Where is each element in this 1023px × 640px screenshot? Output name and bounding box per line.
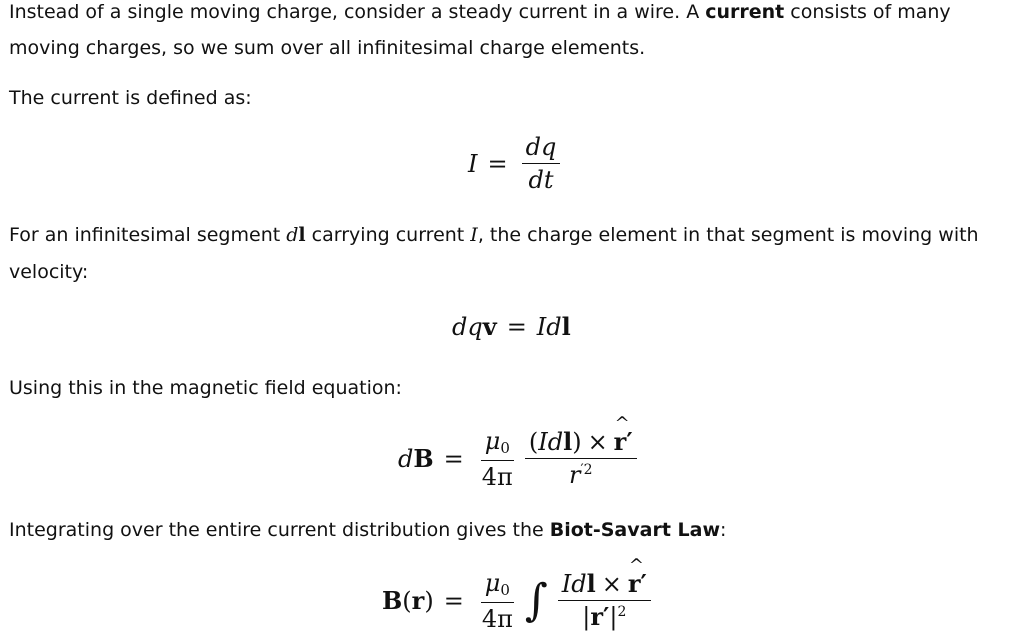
eq4-rhat [627, 555, 644, 599]
eq4-denominator [578, 601, 630, 630]
eq3-I: I [538, 428, 548, 457]
eq3-rhat [613, 413, 630, 457]
eq4-times: × [601, 570, 622, 599]
eq4-bar-open: | [582, 603, 591, 632]
eq3-r: r [613, 427, 627, 457]
eq4-equals: = [443, 586, 464, 615]
segment-line-2: velocity: [9, 261, 89, 283]
eq3-constant-fraction [478, 428, 517, 490]
current-definition-intro: The current is defined as: [9, 87, 252, 109]
eq3-equals: = [443, 444, 464, 473]
intro-text-post: consists of many [784, 1, 951, 23]
eq4-mu0 [481, 570, 514, 603]
eq4-integral-sign: ∫ [524, 574, 548, 626]
eq4-den-prime: ′ [603, 602, 610, 632]
eq4-num-prime: ′ [640, 569, 647, 599]
eq4-B: B [382, 586, 403, 616]
biot-savart-intro [9, 512, 726, 548]
eq4-hat: ^ [628, 555, 644, 577]
equation-current-definition [468, 134, 564, 194]
eq4-mu-sub: 0 [500, 581, 510, 599]
inline-dl-d: d [286, 224, 299, 246]
eq1-denominator: dt [528, 166, 554, 195]
segment-text-a: For an infinitesimal segment [9, 224, 287, 246]
eq3-numerator [525, 413, 637, 459]
segment-line-1 [9, 217, 979, 253]
eq4-den-sup: 2 [617, 604, 627, 621]
intro-text-pre: Instead of a single moving charge, consider a steady current in a wire. A [9, 1, 706, 23]
eq4-main-fraction [558, 555, 651, 632]
inline-dl [286, 224, 305, 246]
eq3-main-fraction [525, 413, 637, 490]
eq1-numerator: dq [522, 134, 561, 164]
eq3-d: d [398, 444, 414, 473]
eq3-hat: ^ [614, 413, 630, 435]
inline-I: I [470, 224, 478, 246]
eq4-bar-close: | [609, 603, 618, 632]
eq2-I: I [536, 312, 547, 341]
segment-text-c: , the charge element in that segment is moving with [477, 224, 979, 246]
eq4-den-r: r [590, 602, 604, 632]
eq4-r: r [411, 586, 425, 616]
biot-savart-text-post: : [720, 519, 727, 541]
eq4-num-l: l [586, 569, 596, 599]
equation-charge-velocity [452, 312, 571, 341]
eq3-den-sup: ′2 [580, 462, 593, 479]
biot-savart-text-pre: Integrating over the entire current distribution gives the [9, 519, 550, 541]
eq3-num-d: d [547, 428, 564, 457]
eq3-B: B [413, 444, 434, 474]
eq4-I: I [561, 570, 572, 599]
current-term: current [705, 1, 785, 23]
equation-biot-savart [382, 555, 655, 633]
eq4-paren-open: ( [402, 586, 412, 615]
eq2-v: v [482, 312, 497, 341]
intro-line-1 [9, 0, 951, 30]
eq2-d: d [546, 312, 562, 341]
eq4-numerator [558, 555, 651, 601]
eq4-mu: μ [484, 569, 501, 597]
inline-dl-l: l [298, 224, 306, 246]
eq3-mu: μ [484, 427, 501, 455]
equation-dB [398, 413, 641, 491]
eq3-paren-open: ( [528, 428, 539, 457]
eq2-equals: = [506, 312, 527, 341]
eq3-den-r: r [568, 461, 581, 490]
eq1-equals: = [487, 149, 508, 178]
eq3-times: × [587, 428, 608, 457]
eq3-mu0 [481, 428, 514, 461]
eq3-mu-sub: 0 [500, 439, 510, 457]
intro-line-2: moving charges, so we sum over all infinitesimal charge elements. [9, 37, 646, 59]
eq1-lhs: I [468, 149, 478, 178]
eq3-paren-close: ) [572, 428, 582, 457]
eq4-constant-fraction [478, 570, 517, 632]
eq3-denominator [565, 459, 597, 488]
segment-text-b: carrying current [305, 224, 471, 246]
eq1-fraction [522, 134, 561, 194]
eq2-l: l [561, 312, 571, 341]
eq3-4pi: 4π [481, 462, 513, 491]
eq4-paren-close: ) [424, 586, 434, 615]
eq3-num-l: l [563, 427, 573, 457]
eq4-num-r: r [627, 569, 641, 599]
eq3-prime: ′ [626, 427, 633, 457]
magnetic-field-intro: Using this in the magnetic field equation: [9, 377, 402, 399]
biot-savart-term: Biot-Savart Law [549, 519, 720, 541]
eq4-num-d: d [571, 570, 587, 599]
eq4-4pi: 4π [481, 604, 513, 633]
eq2-dq: dq [452, 312, 483, 341]
